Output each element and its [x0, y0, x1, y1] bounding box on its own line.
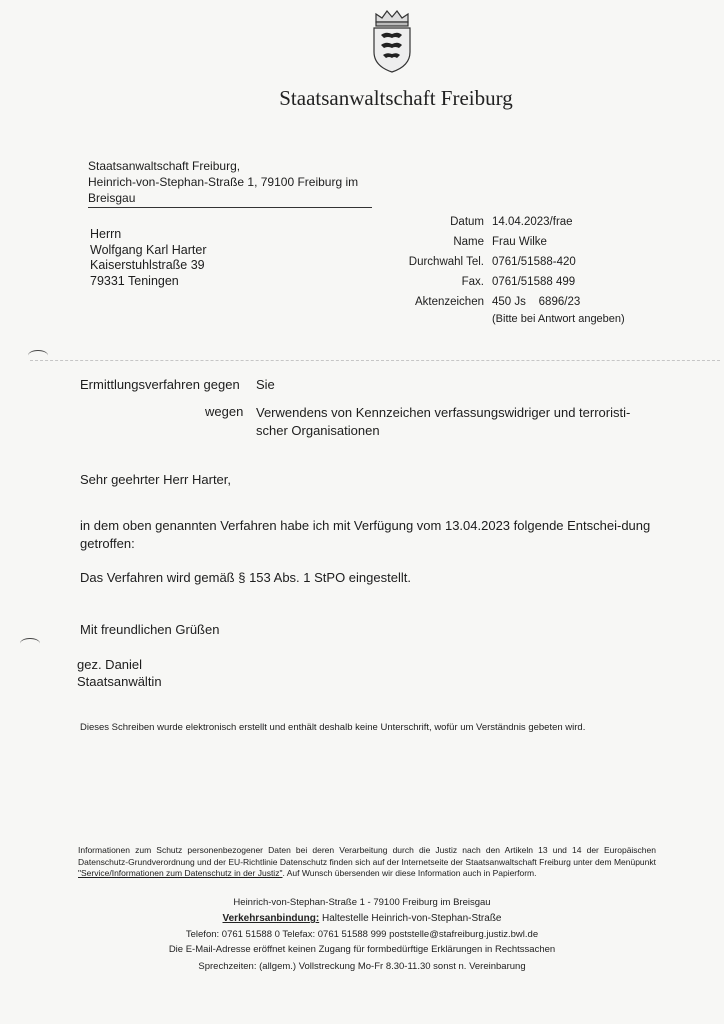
- footer-hours: Sprechzeiten: (allgem.) Vollstreckung Mo-Fr 8.30-11.30 sonst n. Vereinbarung: [198, 961, 526, 972]
- name-value: Frau Wilke: [492, 236, 547, 248]
- recipient-name: Wolfgang Karl Harter: [90, 242, 207, 257]
- recipient-city: 79331 Teningen: [90, 273, 179, 288]
- recipient-street: Kaiserstuhlstraße 39: [90, 258, 205, 272]
- sender-line-3: Breisgau: [88, 191, 136, 205]
- date-value: 14.04.2023/frae: [492, 216, 573, 228]
- privacy-link[interactable]: "Service/Informationen zum Datenschutz in der Justiz": [78, 868, 283, 878]
- phone-label: Durchwahl Tel.: [408, 256, 484, 268]
- subject-label: Ermittlungsverfahren gegen: [80, 377, 240, 392]
- subject-who: Sie: [256, 377, 275, 392]
- coat-of-arms-icon: [368, 8, 416, 74]
- file-number-note: (Bitte bei Antwort angeben): [492, 313, 625, 325]
- fold-divider: [30, 360, 720, 361]
- fold-mark-lower: [20, 638, 40, 649]
- name-label: Name: [453, 236, 484, 248]
- footer-address: Heinrich-von-Stephan-Straße 1 - 79100 Freiburg im Breisgau: [233, 897, 491, 908]
- signer-role: Staatsanwältin: [77, 674, 162, 689]
- meta-labels: [380, 212, 484, 312]
- fax-value: 0761/51588 499: [492, 276, 576, 288]
- fold-mark-upper: [28, 350, 48, 361]
- sender-underline: [88, 207, 372, 208]
- footer-email-note: Die E-Mail-Adresse eröffnet keinen Zugang für formbedürftige Erklärungen in Rechtssachen: [168, 944, 556, 955]
- transport-value: Haltestelle Heinrich-von-Stephan-Straße: [319, 913, 502, 924]
- file-number-value: 450 Js 6896/23: [492, 296, 581, 308]
- closing-phrase: Mit freundlichen Grüßen: [80, 622, 220, 637]
- recipient-address: [90, 227, 207, 289]
- signed-name: gez. Daniel: [77, 657, 143, 672]
- decision-statement: Das Verfahren wird gemäß § 153 Abs. 1 StPO eingestellt.: [80, 570, 411, 585]
- meta-values: [492, 212, 580, 312]
- letter-salutation: Sehr geehrter Herr Harter,: [80, 472, 232, 487]
- footer-transport: [0, 913, 724, 924]
- footer-contact: Telefon: 0761 51588 0 Telefax: 0761 51588 999 poststelle@stafreiburg.justiz.bwl.de: [185, 929, 539, 940]
- privacy-text-start: Informationen zum Schutz personenbezogener Daten bei deren Verarbeitung durch die Justiz nach den Artikeln 13 und 14 der Europäischen Datenschutz-Grundverordnung und der EU-Richtlinie Datenschutz finden sich auf der Internetseite der Staatsanwaltschaft Freiburg unter dem Menüpunkt: [78, 845, 656, 867]
- sender-line-1: Staatsanwaltschaft Freiburg,: [88, 159, 241, 173]
- electronic-notice: Dieses Schreiben wurde elektronisch erstellt und enthält deshalb keine Unterschrift, wofür um Verständnis gebeten wird.: [80, 722, 586, 733]
- decision-paragraph: in dem oben genannten Verfahren habe ich mit Verfügung vom 13.04.2023 folgende Entschei-dung getroffen:: [80, 518, 651, 551]
- file-number-label: Aktenzeichen: [414, 296, 484, 308]
- privacy-notice: [78, 845, 656, 880]
- subject-wegen: wegen: [205, 404, 244, 419]
- phone-value: 0761/51588-420: [492, 256, 576, 268]
- sender-address: [88, 158, 378, 206]
- recipient-salutation: Herrn: [90, 227, 122, 241]
- subject-reason: Verwendens von Kennzeichen verfassungswidriger und terroristi-scher Organisationen: [256, 405, 631, 438]
- transport-label: Verkehrsanbindung:: [222, 913, 320, 924]
- authority-title: Staatsanwaltschaft Freiburg: [279, 86, 513, 110]
- signature-block: [77, 656, 162, 690]
- fax-label: Fax.: [461, 276, 484, 288]
- sender-line-2: Heinrich-von-Stephan-Straße 1, 79100 Freiburg im: [88, 175, 359, 189]
- privacy-text-end: . Auf Wunsch übersenden wir diese Information auch in Papierform.: [282, 868, 537, 878]
- date-label: Datum: [450, 216, 484, 228]
